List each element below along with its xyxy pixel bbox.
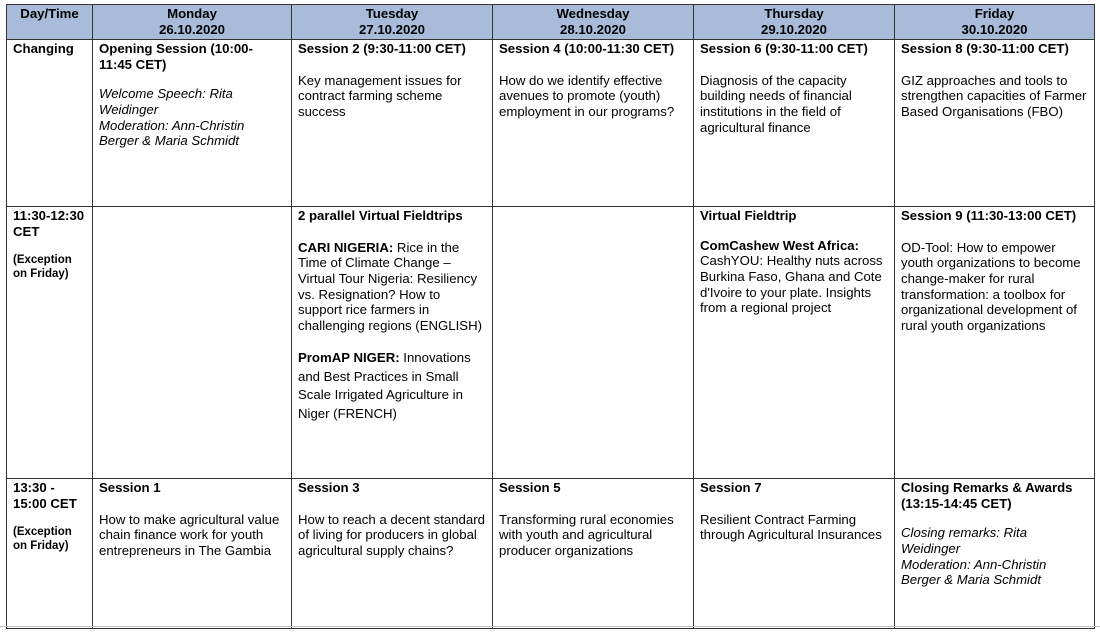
session-cell-wednesday [493, 40, 694, 207]
session-description: Resilient Contract Farming through Agricultural Insurances [700, 511, 882, 543]
header-thursday [694, 5, 895, 40]
exception-note: (Exception on Friday) [13, 526, 72, 553]
fieldtrip-description: CashYOU: Healthy nuts across Burkina Faso, Ghana and Cote d'Ivoire to your plate. Insights from a regional project [700, 253, 883, 316]
fieldtrip-description: Innovations and Best Practices in Small Scale Irrigated Agriculture in Niger (FRENCH) [298, 350, 471, 421]
closing-remarks: Closing remarks: Rita Weidinger [901, 525, 1028, 556]
day-date: 28.10.2020 [559, 21, 626, 37]
session-description: How do we identify effective avenues to promote (youth) employment in our programs? [499, 72, 675, 119]
day-name: Friday [974, 6, 1015, 21]
time-cell: 11:30-12:30 CET (Exception on Friday) [7, 207, 93, 479]
session-title: Session 8 (9:30-11:00 CET) [901, 41, 1069, 57]
session-cell-tuesday [292, 40, 493, 207]
session-speech: Welcome Speech: Rita Weidinger [99, 86, 233, 117]
header-daytime: Day/Time [7, 5, 93, 40]
schedule-row-afternoon [7, 479, 1095, 629]
session-moderation: Moderation: Ann-Christin Berger & Maria Schmidt [901, 556, 1047, 588]
session-cell-friday [895, 40, 1095, 207]
day-date: 29.10.2020 [760, 21, 827, 37]
session-title: Session 3 [298, 480, 360, 496]
day-name: Thursday [764, 6, 824, 21]
session-cell-tuesday [292, 207, 493, 479]
session-cell-thursday [694, 479, 895, 629]
day-name: Tuesday [365, 6, 419, 21]
day-name: Wednesday [556, 6, 630, 21]
fieldtrip-description: Rice in the Time of Climate Change – Virtual Tour Nigeria: Resiliency vs. Resignation? How to support rice farmers in challenging regions (ENGLISH) [298, 239, 482, 333]
session-title: Virtual Fieldtrip [700, 208, 797, 224]
session-description: How to reach a decent standard of living for producers in global agricultural supply chains? [298, 511, 485, 558]
session-cell-friday [895, 207, 1095, 479]
schedule-row-morning [7, 40, 1095, 207]
session-cell-wednesday-empty [493, 207, 694, 479]
session-description: Key management issues for contract farming scheme success [298, 72, 462, 119]
header-monday [93, 5, 292, 40]
time-cell: Changing [7, 40, 93, 207]
header-row [7, 5, 1095, 40]
header-friday [895, 5, 1095, 40]
session-description: GIZ approaches and tools to strengthen capacities of Farmer Based Organisations (FBO) [901, 72, 1087, 119]
schedule-row-midday [7, 207, 1095, 479]
session-title: Closing Remarks & Awards (13:15-14:45 CET) [901, 480, 1073, 511]
session-title: Session 5 [499, 480, 561, 496]
day-date: 26.10.2020 [158, 21, 225, 37]
session-cell-thursday [694, 40, 895, 207]
session-cell-monday [93, 479, 292, 629]
session-description: Diagnosis of the capacity building needs of financial institutions in the field of agricultural finance [700, 72, 852, 135]
fieldtrip-label: CARI NIGERIA: [298, 239, 394, 255]
day-date: 30.10.2020 [961, 21, 1028, 37]
fieldtrip-label: ComCashew West Africa: [700, 237, 860, 253]
session-cell-thursday [694, 207, 895, 479]
session-description: How to make agricultural value chain finance work for youth entrepreneurs in The Gambia [99, 511, 280, 558]
session-title: Session 1 [99, 480, 161, 496]
session-title: Session 7 [700, 480, 762, 496]
session-cell-friday [895, 479, 1095, 629]
session-title: Session 4 (10:00-11:30 CET) [499, 41, 675, 57]
session-title: Session 6 (9:30-11:00 CET) [700, 41, 868, 57]
day-date: 27.10.2020 [358, 21, 425, 37]
day-name: Monday [167, 6, 217, 21]
fieldtrip-item [298, 349, 486, 423]
schedule-table [6, 4, 1095, 629]
time-cell: 13:30 - 15:00 CET (Exception on Friday) [7, 479, 93, 629]
fieldtrip-item [298, 240, 486, 334]
fieldtrip-label: PromAP NIGER: [298, 350, 400, 366]
session-description: Transforming rural economies with youth and agricultural producer organizations [499, 511, 674, 558]
header-tuesday [292, 5, 493, 40]
session-title: Session 9 (11:30-13:00 CET) [901, 208, 1077, 224]
session-title: Opening Session (10:00-11:45 CET) [99, 41, 253, 72]
page-edge [0, 626, 1100, 627]
session-title: 2 parallel Virtual Fieldtrips [298, 208, 463, 224]
session-cell-monday-empty [93, 207, 292, 479]
session-cell-tuesday [292, 479, 493, 629]
session-cell-monday [93, 40, 292, 207]
session-description: OD-Tool: How to empower youth organizations to become change-maker for rural transformation: a toolbox for organizational development of rural youth organizations [901, 239, 1081, 333]
session-title: Session 2 (9:30-11:00 CET) [298, 41, 466, 57]
session-cell-wednesday [493, 479, 694, 629]
exception-note: (Exception on Friday) [13, 254, 72, 281]
header-wednesday [493, 5, 694, 40]
session-moderation: Moderation: Ann-Christin Berger & Maria Schmidt [99, 117, 245, 149]
